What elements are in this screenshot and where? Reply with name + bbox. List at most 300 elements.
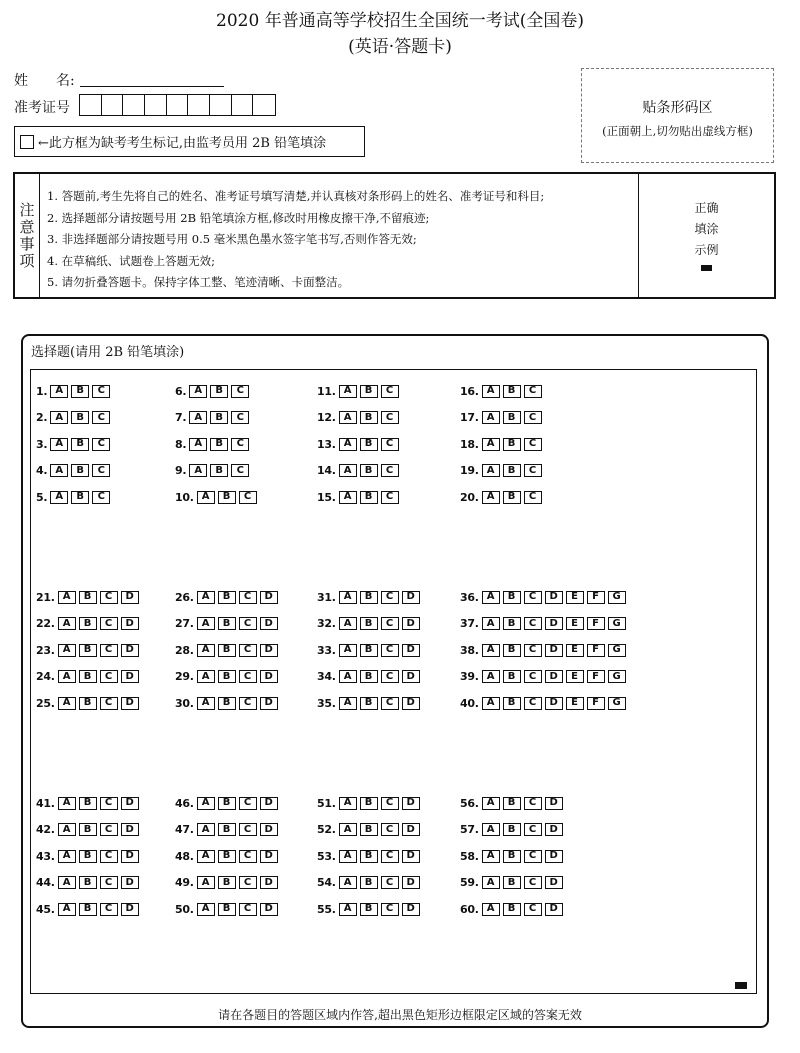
answer-bubble-a[interactable]: A <box>482 797 500 810</box>
answer-bubble-e[interactable]: E <box>566 670 584 683</box>
answer-bubble-d[interactable]: D <box>402 644 420 657</box>
answer-bubble-b[interactable]: B <box>360 464 378 477</box>
question-number: 28. <box>175 643 194 657</box>
answer-bubble-b[interactable]: B <box>218 644 236 657</box>
answer-bubble-d[interactable]: D <box>402 797 420 810</box>
answer-bubble-a[interactable]: A <box>58 644 76 657</box>
question-number: 45. <box>36 902 55 916</box>
answer-bubble-b[interactable]: B <box>360 697 378 710</box>
question-number: 23. <box>36 643 55 657</box>
answer-bubble-a[interactable]: A <box>482 697 500 710</box>
answer-bubble-a[interactable]: A <box>482 438 500 451</box>
answer-bubble-a[interactable]: A <box>189 438 207 451</box>
answer-bubble-e[interactable]: E <box>566 617 584 630</box>
answer-bubble-b[interactable]: B <box>71 411 89 424</box>
answer-bubble-b[interactable]: B <box>79 697 97 710</box>
answer-bubble-b[interactable]: B <box>360 411 378 424</box>
question-number: 21. <box>36 590 55 604</box>
answer-bubble-a[interactable]: A <box>50 438 68 451</box>
answer-bubble-b[interactable]: B <box>218 591 236 604</box>
question-row <box>175 823 278 837</box>
answer-bubble-a[interactable]: A <box>339 411 357 424</box>
filled-sample-mark <box>701 265 712 271</box>
answer-bubble-c[interactable]: C <box>524 438 542 451</box>
page-subtitle: (英语·答题卡) <box>348 37 452 57</box>
answer-bubble-b[interactable]: B <box>360 670 378 683</box>
answer-bubble-a[interactable]: A <box>50 464 68 477</box>
question-row <box>460 590 626 604</box>
answer-bubble-f[interactable]: F <box>587 644 605 657</box>
answer-bubble-d[interactable]: D <box>260 670 278 683</box>
answer-bubble-a[interactable]: A <box>197 850 215 863</box>
answer-bubble-d[interactable]: D <box>121 797 139 810</box>
answer-bubble-d[interactable]: D <box>402 617 420 630</box>
answer-bubble-c[interactable]: C <box>524 385 542 398</box>
answer-bubble-a[interactable]: A <box>189 385 207 398</box>
answer-bubble-b[interactable]: B <box>210 385 228 398</box>
answer-bubble-c[interactable]: C <box>381 850 399 863</box>
answer-bubble-c[interactable]: C <box>92 411 110 424</box>
answer-bubble-b[interactable]: B <box>79 670 97 683</box>
answer-bubble-b[interactable]: B <box>79 617 97 630</box>
question-row <box>317 384 399 398</box>
answer-bubble-a[interactable]: A <box>482 464 500 477</box>
answer-bubble-d[interactable]: D <box>260 697 278 710</box>
answer-bubble-d[interactable]: D <box>121 903 139 916</box>
answer-bubble-a[interactable]: A <box>339 670 357 683</box>
answer-bubble-c[interactable]: C <box>239 850 257 863</box>
answer-bubble-c[interactable]: C <box>524 850 542 863</box>
answer-bubble-d[interactable]: D <box>545 903 563 916</box>
answer-bubble-d[interactable]: D <box>260 876 278 889</box>
answer-bubble-d[interactable]: D <box>260 617 278 630</box>
answer-bubble-b[interactable]: B <box>503 850 521 863</box>
question-number: 37. <box>460 617 479 630</box>
answer-bubble-a[interactable]: A <box>339 876 357 889</box>
answer-bubble-a[interactable]: A <box>197 670 215 683</box>
answer-bubble-b[interactable]: B <box>503 591 521 604</box>
answer-bubble-b[interactable]: B <box>210 438 228 451</box>
answer-bubble-a[interactable]: A <box>197 644 215 657</box>
notes-heading <box>15 174 40 297</box>
answer-bubble-a[interactable]: A <box>339 464 357 477</box>
answer-bubble-d[interactable]: D <box>121 617 139 630</box>
answer-bubble-c[interactable]: C <box>524 411 542 424</box>
exam-id-grid[interactable] <box>79 94 276 116</box>
answer-bubble-b[interactable]: B <box>71 438 89 451</box>
answer-bubble-c[interactable]: C <box>524 464 542 477</box>
answer-bubble-a[interactable]: A <box>339 438 357 451</box>
answer-bubble-a[interactable]: A <box>339 644 357 657</box>
answer-bubble-d[interactable]: D <box>545 697 563 710</box>
question-row <box>460 384 542 398</box>
answer-bubble-c[interactable]: C <box>231 438 249 451</box>
answer-bubble-a[interactable]: A <box>50 411 68 424</box>
answer-bubble-d[interactable]: D <box>260 850 278 863</box>
answer-bubble-b[interactable]: B <box>360 823 378 836</box>
answer-bubble-a[interactable]: A <box>197 491 215 504</box>
absent-marker-square[interactable] <box>20 135 34 149</box>
answer-bubble-b[interactable]: B <box>360 797 378 810</box>
answer-bubble-a[interactable]: A <box>339 797 357 810</box>
question-row <box>317 490 399 504</box>
answer-bubble-b[interactable]: B <box>503 876 521 889</box>
answer-bubble-g[interactable]: G <box>608 591 626 604</box>
answer-bubble-c[interactable]: C <box>100 697 118 710</box>
answer-bubble-b[interactable]: B <box>210 411 228 424</box>
answer-bubble-b[interactable]: B <box>79 903 97 916</box>
question-number: 2. <box>36 411 48 424</box>
answer-bubble-c[interactable]: C <box>100 644 118 657</box>
answer-bubble-b[interactable]: B <box>218 903 236 916</box>
question-row <box>460 437 542 451</box>
answer-bubble-a[interactable]: A <box>197 591 215 604</box>
question-row <box>460 849 563 863</box>
note-item: 5. 请勿折叠答题卡。保持字体工整、笔迹清晰、卡面整洁。 <box>47 275 350 289</box>
answer-bubble-c[interactable]: C <box>239 697 257 710</box>
answer-bubble-b[interactable]: B <box>218 697 236 710</box>
answer-bubble-c[interactable]: C <box>100 876 118 889</box>
answer-bubble-a[interactable]: A <box>197 797 215 810</box>
question-number: 8. <box>175 437 187 451</box>
answer-bubble-a[interactable]: A <box>189 464 207 477</box>
question-row <box>460 411 542 425</box>
answer-bubble-a[interactable]: A <box>50 385 68 398</box>
answer-bubble-c[interactable]: C <box>524 617 542 630</box>
exam-id-cell[interactable] <box>102 95 124 115</box>
answer-bubble-d[interactable]: D <box>121 823 139 836</box>
answer-bubble-b[interactable]: B <box>503 491 521 504</box>
answer-bubble-c[interactable]: C <box>381 591 399 604</box>
answer-bubble-b[interactable]: B <box>218 823 236 836</box>
answer-bubble-d[interactable]: D <box>260 644 278 657</box>
answer-bubble-c[interactable]: C <box>524 491 542 504</box>
answer-bubble-b[interactable]: B <box>503 464 521 477</box>
answer-bubble-a[interactable]: A <box>482 876 500 889</box>
answer-bubble-a[interactable]: A <box>482 411 500 424</box>
answer-bubble-c[interactable]: C <box>381 385 399 398</box>
notes-heading-char: 事 <box>19 234 35 253</box>
answer-bubble-b[interactable]: B <box>503 823 521 836</box>
answer-bubble-c[interactable]: C <box>231 464 249 477</box>
answer-bubble-c[interactable]: C <box>239 591 257 604</box>
answer-bubble-c[interactable]: C <box>381 823 399 836</box>
exam-id-cell[interactable] <box>253 95 275 115</box>
answer-bubble-a[interactable]: A <box>197 876 215 889</box>
answer-bubble-a[interactable]: A <box>58 617 76 630</box>
question-row <box>36 670 139 684</box>
answer-bubble-b[interactable]: B <box>360 591 378 604</box>
answer-bubble-d[interactable]: D <box>545 876 563 889</box>
answer-bubble-c[interactable]: C <box>100 617 118 630</box>
answer-bubble-b[interactable]: B <box>71 491 89 504</box>
answer-bubble-c[interactable]: C <box>100 850 118 863</box>
answer-bubble-d[interactable]: D <box>121 670 139 683</box>
exam-id-cell[interactable] <box>188 95 210 115</box>
answer-bubble-a[interactable]: A <box>58 591 76 604</box>
answer-bubble-c[interactable]: C <box>239 644 257 657</box>
answer-bubble-b[interactable]: B <box>503 797 521 810</box>
answer-bubble-c[interactable]: C <box>381 491 399 504</box>
answer-bubble-b[interactable]: B <box>503 385 521 398</box>
answer-bubble-a[interactable]: A <box>482 617 500 630</box>
answer-bubble-c[interactable]: C <box>381 797 399 810</box>
question-number: 24. <box>36 670 55 683</box>
answer-bubble-b[interactable]: B <box>503 697 521 710</box>
answer-bubble-f[interactable]: F <box>587 697 605 710</box>
question-number: 43. <box>36 849 55 863</box>
answer-bubble-d[interactable]: D <box>260 797 278 810</box>
answer-bubble-a[interactable]: A <box>58 903 76 916</box>
answer-bubble-c[interactable]: C <box>239 876 257 889</box>
question-row <box>317 411 399 425</box>
barcode-area[interactable] <box>581 68 774 163</box>
name-field[interactable] <box>80 72 224 87</box>
answer-bubble-a[interactable]: A <box>58 797 76 810</box>
question-number: 26. <box>175 590 194 604</box>
answer-bubble-c[interactable]: C <box>524 697 542 710</box>
answer-bubble-d[interactable]: D <box>545 644 563 657</box>
answer-bubble-a[interactable]: A <box>482 491 500 504</box>
answer-bubble-c[interactable]: C <box>239 823 257 836</box>
answer-bubble-a[interactable]: A <box>58 823 76 836</box>
answer-bubble-b[interactable]: B <box>218 797 236 810</box>
mc-section-title: 选择题(请用 2B 铅笔填涂) <box>31 345 185 360</box>
question-number: 25. <box>36 696 55 710</box>
answer-bubble-a[interactable]: A <box>197 697 215 710</box>
absent-marker-text: ←此方框为缺考考生标记,由监考员用 2B 铅笔填涂 <box>38 136 327 151</box>
question-number: 29. <box>175 670 194 683</box>
answer-bubble-c[interactable]: C <box>381 411 399 424</box>
answer-bubble-b[interactable]: B <box>360 385 378 398</box>
answer-bubble-b[interactable]: B <box>79 850 97 863</box>
answer-bubble-c[interactable]: C <box>231 411 249 424</box>
answer-bubble-f[interactable]: F <box>587 670 605 683</box>
question-number: 38. <box>460 643 479 657</box>
answer-bubble-a[interactable]: A <box>58 697 76 710</box>
question-number: 5. <box>36 490 48 504</box>
answer-bubble-c[interactable]: C <box>239 617 257 630</box>
answer-bubble-b[interactable]: B <box>79 797 97 810</box>
answer-bubble-b[interactable]: B <box>210 464 228 477</box>
question-row <box>175 384 249 398</box>
answer-bubble-c[interactable]: C <box>524 823 542 836</box>
answer-bubble-g[interactable]: G <box>608 697 626 710</box>
exam-id-cell[interactable] <box>210 95 232 115</box>
answer-bubble-a[interactable]: A <box>339 491 357 504</box>
answer-bubble-d[interactable]: D <box>121 876 139 889</box>
answer-bubble-c[interactable]: C <box>92 438 110 451</box>
answer-bubble-a[interactable]: A <box>482 823 500 836</box>
answer-bubble-c[interactable]: C <box>381 438 399 451</box>
answer-bubble-c[interactable]: C <box>524 876 542 889</box>
answer-bubble-c[interactable]: C <box>239 491 257 504</box>
answer-bubble-b[interactable]: B <box>360 438 378 451</box>
answer-bubble-c[interactable]: C <box>524 797 542 810</box>
exam-id-cell[interactable] <box>123 95 145 115</box>
answer-bubble-a[interactable]: A <box>482 903 500 916</box>
answer-bubble-a[interactable]: A <box>339 697 357 710</box>
answer-bubble-a[interactable]: A <box>197 617 215 630</box>
answer-bubble-e[interactable]: E <box>566 697 584 710</box>
answer-bubble-b[interactable]: B <box>360 876 378 889</box>
answer-bubble-d[interactable]: D <box>402 903 420 916</box>
answer-bubble-a[interactable]: A <box>482 670 500 683</box>
page-title: 2020 年普通高等学校招生全国统一考试(全国卷) <box>216 11 584 31</box>
answer-bubble-a[interactable]: A <box>339 591 357 604</box>
exam-id-cell[interactable] <box>167 95 189 115</box>
answer-bubble-c[interactable]: C <box>381 903 399 916</box>
answer-bubble-b[interactable]: B <box>71 464 89 477</box>
answer-bubble-a[interactable]: A <box>58 850 76 863</box>
answer-bubble-b[interactable]: B <box>360 903 378 916</box>
question-row <box>460 490 542 504</box>
answer-bubble-g[interactable]: G <box>608 644 626 657</box>
answer-bubble-a[interactable]: A <box>339 850 357 863</box>
answer-bubble-d[interactable]: D <box>402 591 420 604</box>
answer-bubble-b[interactable]: B <box>503 617 521 630</box>
question-row <box>460 464 542 478</box>
answer-bubble-d[interactable]: D <box>260 591 278 604</box>
answer-bubble-c[interactable]: C <box>381 697 399 710</box>
answer-bubble-c[interactable]: C <box>100 903 118 916</box>
answer-bubble-c[interactable]: C <box>524 591 542 604</box>
answer-bubble-g[interactable]: G <box>608 617 626 630</box>
answer-bubble-c[interactable]: C <box>100 670 118 683</box>
answer-bubble-a[interactable]: A <box>58 670 76 683</box>
answer-bubble-c[interactable]: C <box>524 670 542 683</box>
exam-id-cell[interactable] <box>80 95 102 115</box>
question-number: 47. <box>175 823 194 836</box>
answer-bubble-d[interactable]: D <box>545 591 563 604</box>
answer-bubble-b[interactable]: B <box>79 591 97 604</box>
answer-bubble-a[interactable]: A <box>339 903 357 916</box>
name-label: 姓 名: <box>14 73 75 89</box>
question-row <box>175 411 249 425</box>
answer-bubble-a[interactable]: A <box>482 850 500 863</box>
answer-bubble-c[interactable]: C <box>100 823 118 836</box>
answer-bubble-b[interactable]: B <box>503 670 521 683</box>
answer-bubble-c[interactable]: C <box>381 670 399 683</box>
question-number: 49. <box>175 876 194 889</box>
answer-bubble-d[interactable]: D <box>121 644 139 657</box>
answer-bubble-b[interactable]: B <box>503 644 521 657</box>
answer-bubble-d[interactable]: D <box>260 903 278 916</box>
answer-bubble-d[interactable]: D <box>260 823 278 836</box>
answer-bubble-c[interactable]: C <box>381 644 399 657</box>
answer-bubble-d[interactable]: D <box>545 850 563 863</box>
answer-bubble-a[interactable]: A <box>339 823 357 836</box>
answer-bubble-d[interactable]: D <box>402 670 420 683</box>
answer-bubble-b[interactable]: B <box>218 670 236 683</box>
answer-bubble-d[interactable]: D <box>545 797 563 810</box>
answer-bubble-d[interactable]: D <box>402 876 420 889</box>
question-number: 20. <box>460 490 479 504</box>
question-row <box>175 902 278 916</box>
answer-bubble-c[interactable]: C <box>239 670 257 683</box>
answer-bubble-b[interactable]: B <box>79 876 97 889</box>
answer-bubble-d[interactable]: D <box>402 697 420 710</box>
answer-bubble-d[interactable]: D <box>545 823 563 836</box>
answer-bubble-b[interactable]: B <box>218 850 236 863</box>
question-row <box>317 670 420 684</box>
answer-bubble-e[interactable]: E <box>566 591 584 604</box>
answer-bubble-a[interactable]: A <box>197 903 215 916</box>
answer-bubble-g[interactable]: G <box>608 670 626 683</box>
answer-bubble-b[interactable]: B <box>218 876 236 889</box>
answer-bubble-d[interactable]: D <box>121 697 139 710</box>
answer-bubble-b[interactable]: B <box>71 385 89 398</box>
answer-bubble-b[interactable]: B <box>360 850 378 863</box>
answer-bubble-d[interactable]: D <box>402 823 420 836</box>
answer-bubble-d[interactable]: D <box>545 617 563 630</box>
notes-heading-char: 意 <box>19 217 35 236</box>
answer-bubble-d[interactable]: D <box>545 670 563 683</box>
answer-bubble-b[interactable]: B <box>503 438 521 451</box>
answer-bubble-b[interactable]: B <box>503 903 521 916</box>
answer-bubble-c[interactable]: C <box>100 591 118 604</box>
note-item: 3. 非选择题部分请按题号用 0.5 毫米黑色墨水签字笔书写,否则作答无效; <box>47 232 417 246</box>
answer-bubble-c[interactable]: C <box>92 385 110 398</box>
answer-bubble-b[interactable]: B <box>218 491 236 504</box>
answer-bubble-a[interactable]: A <box>482 385 500 398</box>
answer-bubble-a[interactable]: A <box>197 823 215 836</box>
answer-bubble-a[interactable]: A <box>50 491 68 504</box>
answer-bubble-c[interactable]: C <box>231 385 249 398</box>
answer-bubble-a[interactable]: A <box>339 617 357 630</box>
answer-bubble-c[interactable]: C <box>92 491 110 504</box>
answer-bubble-f[interactable]: F <box>587 591 605 604</box>
question-row <box>317 796 420 810</box>
answer-bubble-d[interactable]: D <box>121 850 139 863</box>
answer-bubble-c[interactable]: C <box>381 876 399 889</box>
answer-bubble-c[interactable]: C <box>524 903 542 916</box>
answer-bubble-b[interactable]: B <box>360 617 378 630</box>
question-number: 54. <box>317 876 336 889</box>
exam-id-cell[interactable] <box>145 95 167 115</box>
answer-bubble-c[interactable]: C <box>239 903 257 916</box>
answer-bubble-b[interactable]: B <box>360 644 378 657</box>
answer-bubble-a[interactable]: A <box>482 644 500 657</box>
answer-bubble-a[interactable]: A <box>482 591 500 604</box>
answer-bubble-c[interactable]: C <box>100 797 118 810</box>
answer-bubble-f[interactable]: F <box>587 617 605 630</box>
answer-bubble-d[interactable]: D <box>402 850 420 863</box>
answer-bubble-c[interactable]: C <box>92 464 110 477</box>
question-number: 30. <box>175 696 194 710</box>
answer-bubble-c[interactable]: C <box>524 644 542 657</box>
answer-bubble-e[interactable]: E <box>566 644 584 657</box>
answer-bubble-d[interactable]: D <box>121 591 139 604</box>
answer-bubble-c[interactable]: C <box>381 617 399 630</box>
answer-bubble-b[interactable]: B <box>360 491 378 504</box>
answer-bubble-a[interactable]: A <box>339 385 357 398</box>
answer-bubble-c[interactable]: C <box>381 464 399 477</box>
question-row <box>175 876 278 890</box>
answer-bubble-c[interactable]: C <box>239 797 257 810</box>
answer-bubble-b[interactable]: B <box>79 644 97 657</box>
answer-bubble-b[interactable]: B <box>79 823 97 836</box>
answer-bubble-a[interactable]: A <box>58 876 76 889</box>
answer-bubble-b[interactable]: B <box>218 617 236 630</box>
answer-bubble-b[interactable]: B <box>503 411 521 424</box>
question-number: 1. <box>36 384 48 398</box>
answer-bubble-a[interactable]: A <box>189 411 207 424</box>
question-number: 12. <box>317 411 336 424</box>
exam-id-cell[interactable] <box>232 95 254 115</box>
question-row <box>460 823 563 837</box>
question-number: 53. <box>317 849 336 863</box>
